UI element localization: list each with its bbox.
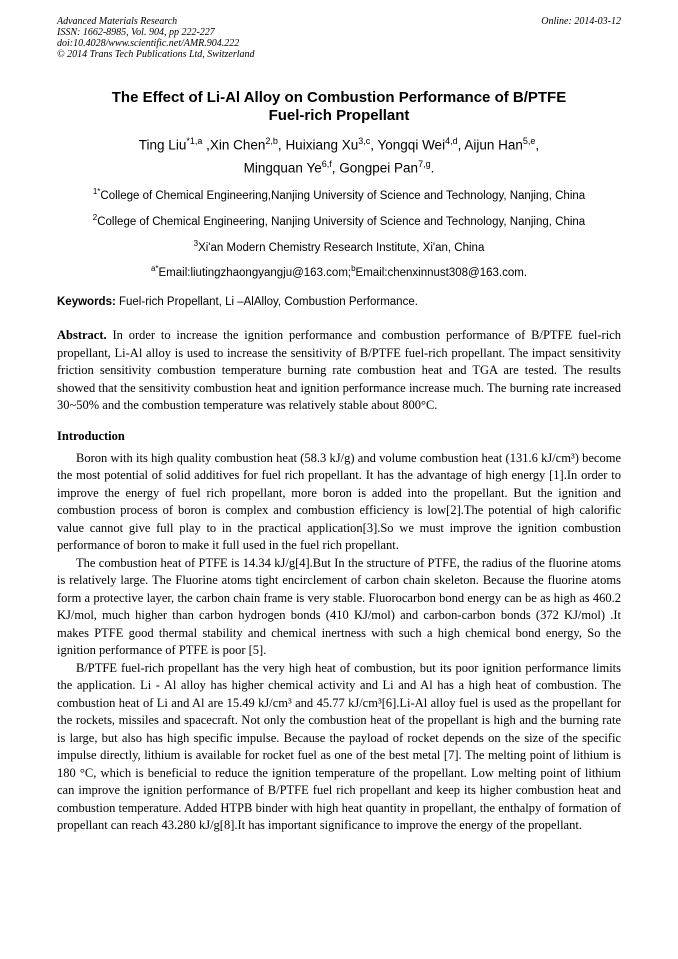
author-separator: , <box>202 137 210 153</box>
online-date: Online: 2014-03-12 <box>541 16 621 27</box>
email-address-b: Email:chenxinnust308@163.com. <box>355 267 528 280</box>
author-separator: , <box>331 160 340 175</box>
keywords-text: Fuel-rich Propellant, Li –AlAlloy, Combustion Performance. <box>115 296 418 309</box>
author-separator: , <box>277 137 286 153</box>
author-affil-marker: 2,b <box>265 136 278 146</box>
introduction-paragraph-2: The combustion heat of PTFE is 14.34 kJ/g[4].But In the structure of PTFE, the radius of the fluorine atoms is relatively large. The Fluorine atoms tight encirclement of carbon chain skeleton. Because the fluorine atoms form a protective layer, the carbon chain frame is very stable. Fluorocarbon bond energy can be as high as 460.2 KJ/mol, much higher than carbon hydrogen bonds (410 KJ/mol) and carbon-carbon bonds (372 KJ/mol) .It makes PTFE good thermal stability and chemical inertness with such a high chemical bond energy, So the ignition performance of PTFE is poor [5]. <box>57 555 621 658</box>
affiliation-2 <box>57 211 621 229</box>
affiliation-marker: 3 <box>193 238 199 248</box>
introduction-paragraph-1: Boron with its high quality combustion heat (58.3 kJ/g) and volume combustion heat (131.6 kJ/cm³) become the most potential of solid additives for fuel rich propellant. It has the advantage of high energy [1].In order to improve the energy of fuel rich propellant, more boron is added into the propellant. But the ignition and combustion process of boron is complex and combustion efficiency is low[2].The potential of high calorific value cannot give full play to in the practical application[3].So we must improve the ignition combustion performance of boron to make it full used in the fuel rich propellant. <box>57 450 621 553</box>
author-name: Huixiang Xu <box>285 137 359 153</box>
email-marker-b: b <box>351 264 356 274</box>
email-address-a: Email:liutingzhaongyangju@163.com; <box>158 267 352 280</box>
author-name: Mingquan Ye <box>243 160 322 175</box>
email-marker-a: a* <box>150 264 159 274</box>
paper-title <box>57 89 621 125</box>
keywords-line <box>57 295 621 310</box>
author-separator: . <box>430 160 435 175</box>
author-name: Aijun Han <box>464 137 523 153</box>
author-affil-marker: 3,c <box>358 136 371 146</box>
affiliation-text: College of Chemical Engineering, Nanjing University of Science and Technology, Nanjing, China <box>97 215 586 228</box>
author-affil-marker: 7,g <box>418 158 431 169</box>
author-affil-marker: 4,d <box>445 136 458 146</box>
abstract <box>57 327 621 415</box>
author-line-1 <box>57 132 621 155</box>
author-name: Xin Chen <box>209 137 266 153</box>
journal-header <box>57 16 621 60</box>
author-affil-marker: 6,f <box>321 158 332 169</box>
journal-issn-line: ISSN: 1662-8985, Vol. 904, pp 222-227 <box>57 27 215 38</box>
affiliation-text: College of Chemical Engineering,Nanjing University of Science and Technology, Nanjing, China <box>100 189 586 202</box>
author-separator: , <box>535 137 540 153</box>
journal-copyright-line: © 2014 Trans Tech Publications Ltd, Switzerland <box>57 49 255 60</box>
journal-name: Advanced Materials Research <box>57 16 178 27</box>
author-separator: , <box>457 137 465 153</box>
affiliation-text: Xi'an Modern Chemistry Research Institute, Xi'an, China <box>198 241 485 254</box>
author-list <box>57 132 621 177</box>
email-line <box>57 262 621 280</box>
introduction-paragraph-3: B/PTFE fuel-rich propellant has the very high heat of combustion, but its poor ignition performance limits the application. Li - Al alloy has higher chemical activity and Li and Al has a high heat of combustion. The combustion heat of Li and Al are 15.49 kJ/cm³ and 45.77 kJ/cm³[6].Li-Al alloy fuel is used as the propellant for the rockets, missiles and spacecraft. Not only the combustion heat of the propellant is high and the burning rate is large, but also has high specific impulse. Because the payload of rocket depends on the size of the specific impulse directly, lithium is available for rocket fuel as one of the best metal [7]. The melting point of lithium is 180 °C, which is beneficial to reduce the ignition temperature of the propellant. Low melting point of lithium can improve the ignition performance of B/PTFE fuel rich propellant and keep its higher combustion heat and combustion temperature. Added HTPB binder with high heat quantity in propellant, the enthalpy of formation of propellant can reach 43.280 kJ/g[8].It has important significance to improve the energy of the propellant. <box>57 660 621 833</box>
author-affil-marker: *1,a <box>186 136 203 146</box>
affiliation-marker: 2 <box>92 212 98 222</box>
journal-doi-line: doi:10.4028/www.scientific.net/AMR.904.222 <box>57 38 240 49</box>
author-separator: , <box>370 137 378 153</box>
affiliation-marker: 1* <box>92 187 101 196</box>
paper-title-line-1: The Effect of Li-Al Alloy on Combustion Performance of B/PTFE <box>111 89 567 106</box>
affiliation-1 <box>57 185 621 203</box>
paper-title-line-2: Fuel-rich Propellant <box>268 107 410 124</box>
author-name: Gongpei Pan <box>339 160 419 175</box>
author-affil-marker: 5,e <box>522 136 536 146</box>
author-line-2 <box>57 155 621 178</box>
author-name: Ting Liu <box>138 137 187 153</box>
abstract-text: In order to increase the ignition performance and combustion performance of B/PTFE fuel-rich propellant, Li-Al alloy is used to increase the sensitivity of B/PTFE fuel-rich propellant. The impact sensitivity friction sensitivity combustion temperature burning rate combustion heat and TGA are tested. The results showed that the sensitivity combustion heat and ignition performance increase much. The burning rate increased 30~50% and the combustion temperature was relatively stable about 800°C. <box>57 328 621 413</box>
keywords-label: Keywords: <box>57 296 116 309</box>
journal-info-block <box>57 16 255 60</box>
author-name: Yongqi Wei <box>377 137 446 153</box>
section-heading-introduction: Introduction <box>57 428 125 443</box>
abstract-label: Abstract. <box>57 328 107 343</box>
affiliation-3 <box>57 237 621 255</box>
